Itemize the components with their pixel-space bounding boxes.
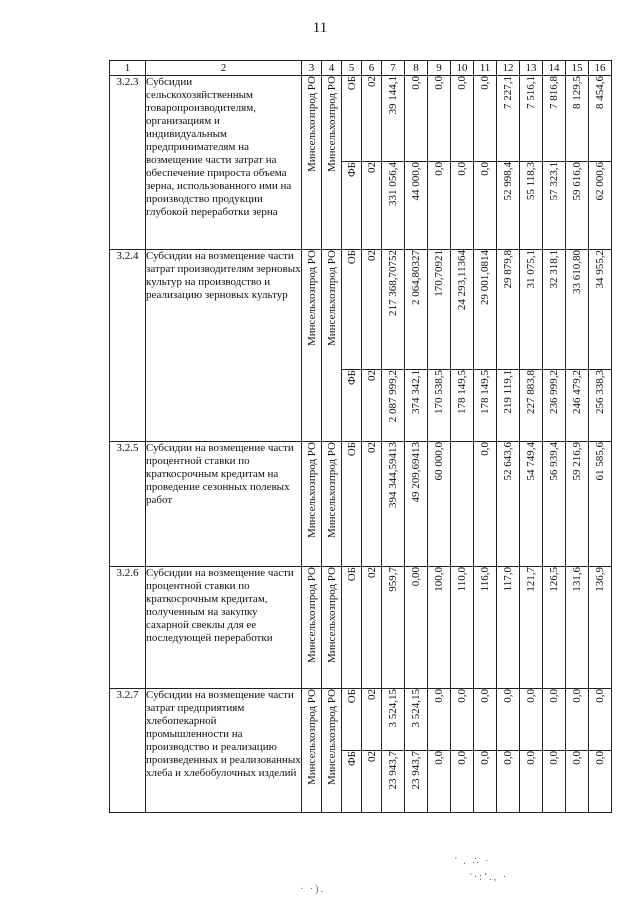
org-cell: Минсельхозпрод РО xyxy=(325,76,338,172)
scan-marks: · ·). xyxy=(300,884,325,895)
org-cell: Минсельхозпрод РО xyxy=(305,250,318,346)
table-row xyxy=(110,689,612,751)
col-header: 8 xyxy=(405,61,428,76)
value-cell: 7 816,8 xyxy=(548,76,560,109)
col-header: 12 xyxy=(497,61,520,76)
value-cell: 246 479,2 xyxy=(571,370,583,414)
value-cell: 59 616,0 xyxy=(571,162,583,201)
col-header: 10 xyxy=(451,61,474,76)
org-cell: Минсельхозпрод РО xyxy=(325,442,338,538)
value-cell: 59 216,9 xyxy=(571,442,583,481)
value-cell: 31 075,1 xyxy=(525,250,537,289)
value-cell: 8 129,5 xyxy=(571,76,583,109)
row-description: Субсидии на возмещение части процентной ставки по краткосрочным кредитам, полученным на закупку сахарной свеклы для ее последующей переработки xyxy=(146,567,302,689)
budget-cell: ФБ xyxy=(345,370,358,386)
value-cell: 126,5 xyxy=(548,567,560,592)
budget-cell: ОБ xyxy=(345,250,358,265)
header-row xyxy=(110,61,612,76)
value-cell: 0,0 xyxy=(456,162,468,176)
value-cell: 7 516,1 xyxy=(525,76,537,109)
value-cell: 121,7 xyxy=(525,567,537,592)
row-code: 3.2.6 xyxy=(110,567,146,689)
value-cell: 170,70921 xyxy=(433,250,445,297)
row-description: Субсидии на возмещение части затрат предприятиям хлебопекарной промышленности на производство и реализацию произведенных и реализованных хлеба и хлебобулочных изделий xyxy=(146,689,302,813)
code-cell: 02 xyxy=(365,567,378,578)
value-cell: 178 149,5 xyxy=(456,370,468,414)
value-cell: 394 344,59413 xyxy=(387,442,399,508)
value-cell: 61 585,6 xyxy=(594,442,606,481)
code-cell: 02 xyxy=(365,442,378,453)
value-cell: 0,0 xyxy=(479,442,491,456)
value-cell: 55 118,3 xyxy=(525,162,537,201)
col-header: 9 xyxy=(428,61,451,76)
code-cell: 02 xyxy=(365,250,378,261)
value-cell: 959,7 xyxy=(387,567,399,592)
code-cell: 02 xyxy=(365,76,378,87)
budget-cell: ОБ xyxy=(345,689,358,704)
col-header: 16 xyxy=(589,61,612,76)
value-cell: 39 144,1 xyxy=(387,76,399,115)
value-cell: 44 000,0 xyxy=(410,162,422,201)
value-cell: 217 368,70752 xyxy=(387,250,399,316)
value-cell: 227 883,8 xyxy=(525,370,537,414)
budget-cell: ФБ xyxy=(345,162,358,178)
col-header: 13 xyxy=(520,61,543,76)
value-cell: 117,0 xyxy=(502,567,514,592)
org-cell: Минсельхозпрод РО xyxy=(305,567,318,663)
value-cell: 170 538,5 xyxy=(433,370,445,414)
org-cell: Минсельхозпрод РО xyxy=(305,442,318,538)
value-cell: 56 939,4 xyxy=(548,442,560,481)
value-cell: 3 524,15 xyxy=(410,689,422,728)
col-header: 3 xyxy=(302,61,322,76)
value-cell: 34 955,2 xyxy=(594,250,606,289)
code-cell: 02 xyxy=(365,370,378,381)
budget-cell: ОБ xyxy=(345,442,358,457)
value-cell: 0,0 xyxy=(525,689,537,703)
value-cell: 100,0 xyxy=(433,567,445,592)
col-header: 7 xyxy=(382,61,405,76)
value-cell: 0,0 xyxy=(525,751,537,765)
budget-table xyxy=(109,60,612,813)
value-cell: 131,6 xyxy=(571,567,583,592)
table-row xyxy=(110,442,612,567)
value-cell: 0,0 xyxy=(433,76,445,90)
org-cell: Минсельхозпрод РО xyxy=(325,567,338,663)
value-cell: 23 943,7 xyxy=(387,751,399,790)
value-cell: 62 000,6 xyxy=(594,162,606,201)
value-cell: 3 524,15 xyxy=(387,689,399,728)
row-description: Субсидии на возмещение части затрат производителям зерновых культур на производство и реализацию зерновых культур xyxy=(146,250,302,442)
value-cell: 0,0 xyxy=(502,751,514,765)
row-code: 3.2.3 xyxy=(110,76,146,250)
value-cell: 0,0 xyxy=(456,751,468,765)
value-cell: 0,0 xyxy=(594,689,606,703)
value-cell: 8 454,6 xyxy=(594,76,606,109)
value-cell: 57 323,1 xyxy=(548,162,560,201)
value-cell: 0,0 xyxy=(479,689,491,703)
value-cell: 60 000,0 xyxy=(433,442,445,481)
table-row xyxy=(110,250,612,370)
value-cell: 0,0 xyxy=(479,76,491,90)
col-header: 15 xyxy=(566,61,589,76)
col-header: 14 xyxy=(543,61,566,76)
value-cell: 236 999,2 xyxy=(548,370,560,414)
value-cell: 331 056,4 xyxy=(387,162,399,206)
value-cell: 33 610,80 xyxy=(571,250,583,294)
scan-marks: '·:ʼ., · xyxy=(470,872,509,883)
value-cell: 110,0 xyxy=(456,567,468,592)
value-cell: 23 943,7 xyxy=(410,751,422,790)
org-cell: Минсельхозпрод РО xyxy=(305,76,318,172)
row-code: 3.2.7 xyxy=(110,689,146,813)
code-cell: 02 xyxy=(365,689,378,700)
value-cell: 29 001,0814 xyxy=(479,250,491,305)
value-cell: 0,0 xyxy=(594,751,606,765)
value-cell: 24 293,11364 xyxy=(456,250,468,311)
value-cell: 52 643,6 xyxy=(502,442,514,481)
row-description: Субсидии на возмещение части процентной ставки по краткосрочным кредитам на проведение сезонных полевых работ xyxy=(146,442,302,567)
value-cell: 0,0 xyxy=(433,751,445,765)
table-row xyxy=(110,567,612,689)
value-cell: 256 338,3 xyxy=(594,370,606,414)
value-cell: 219 119,1 xyxy=(502,370,514,414)
org-cell: Минсельхозпрод РО xyxy=(305,689,318,785)
budget-cell: ОБ xyxy=(345,76,358,91)
value-cell: 374 342,1 xyxy=(410,370,422,414)
value-cell: 2 064,80327 xyxy=(410,250,422,305)
col-header: 5 xyxy=(342,61,362,76)
scan-marks: ' . ∴ · xyxy=(455,856,491,867)
value-cell: 0,0 xyxy=(433,162,445,176)
col-header: 2 xyxy=(146,61,302,76)
value-cell: 29 879,8 xyxy=(502,250,514,289)
value-cell: 136,9 xyxy=(594,567,606,592)
org-cell: Минсельхозпрод РО xyxy=(325,250,338,346)
row-code: 3.2.5 xyxy=(110,442,146,567)
budget-cell: ФБ xyxy=(345,751,358,767)
row-description: Субсидии сельскохозяйственным товаропроизводителям, организациям и индивидуальным предпринимателям на возмещение части затрат на обеспечение прироста объема зерна, использованного ими на производство продукции глубокой переработки зерна xyxy=(146,76,302,250)
value-cell: 0,0 xyxy=(433,689,445,703)
budget-cell: ОБ xyxy=(345,567,358,582)
value-cell: 0,0 xyxy=(548,751,560,765)
value-cell: 54 749,4 xyxy=(525,442,537,481)
value-cell: 49 209,69413 xyxy=(410,442,422,503)
col-header: 11 xyxy=(474,61,497,76)
col-header: 4 xyxy=(322,61,342,76)
value-cell: 116,0 xyxy=(479,567,491,592)
org-cell: Минсельхозпрод РО xyxy=(325,689,338,785)
value-cell: 0,0 xyxy=(548,689,560,703)
value-cell: 2 087 999,2 xyxy=(387,370,399,423)
value-cell: 32 318,1 xyxy=(548,250,560,289)
value-cell: 52 998,4 xyxy=(502,162,514,201)
value-cell: 0,0 xyxy=(479,751,491,765)
value-cell: 0,0 xyxy=(456,689,468,703)
value-cell: 0,0 xyxy=(571,751,583,765)
value-cell: 7 227,1 xyxy=(502,76,514,109)
value-cell: 0,0 xyxy=(410,76,422,90)
page-number: 11 xyxy=(312,20,328,36)
row-code: 3.2.4 xyxy=(110,250,146,442)
code-cell: 02 xyxy=(365,751,378,762)
table-row xyxy=(110,76,612,162)
col-header: 1 xyxy=(110,61,146,76)
value-cell: 0,0 xyxy=(502,689,514,703)
value-cell: 178 149,5 xyxy=(479,370,491,414)
value-cell: 0,0 xyxy=(479,162,491,176)
value-cell: 0,0 xyxy=(571,689,583,703)
value-cell: 0,00 xyxy=(410,567,422,587)
col-header: 6 xyxy=(362,61,382,76)
code-cell: 02 xyxy=(365,162,378,173)
value-cell: 0,0 xyxy=(456,76,468,90)
